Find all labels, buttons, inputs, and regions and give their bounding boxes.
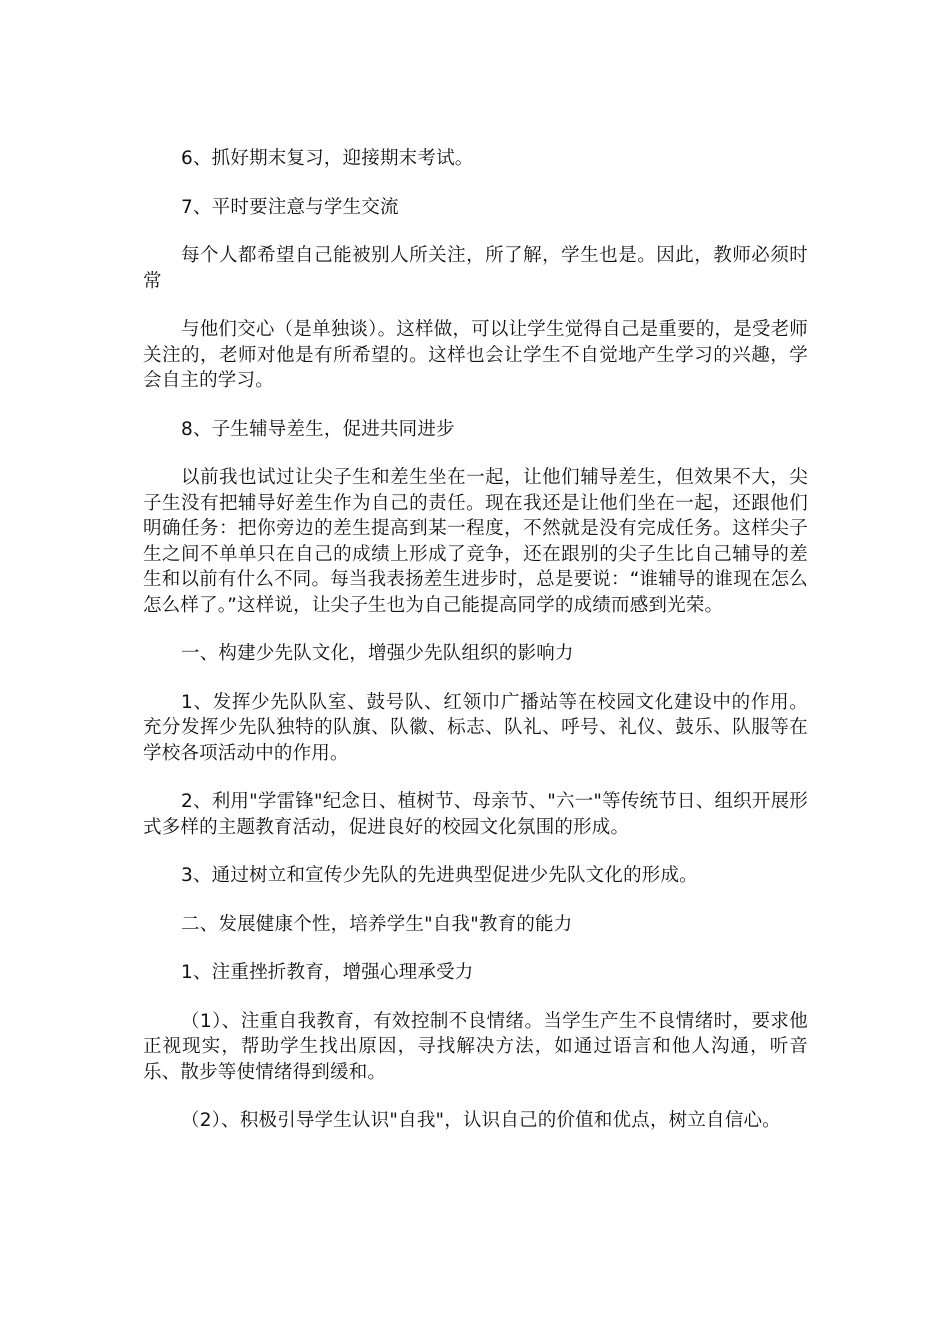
paragraph-item-6: 6、抓好期末复习，迎接期末考试。 [181,148,474,169]
paragraph-self-education: （1）、注重自我教育，有效控制不良情绪。当学生产生不良情绪时，要求他正视现实，帮助学生找出原因，寻找解决方法，如通过语言和他人沟通，听音乐、散步等使情绪得到缓和。 [143,1010,808,1083]
paragraph-pioneer-2: 2、利用"学雷锋"纪念日、植树节、母亲节、"六一"等传统节日、组织开展形式多样的主题教育活动，促进良好的校园文化氛围的形成。 [143,791,808,838]
paragraph-item-7: 7、平时要注意与学生交流 [181,196,399,218]
paragraph-heart-talk: 与他们交心（是单独谈）。这样做，可以让学生觉得自己是重要的，是受老师关注的，老师对他是有所希望的。这样也会让学生不自觉地产生学习的兴趣，学会自主的学习。 [143,319,808,391]
section-heading-2: 二、发展健康个性，培养学生"自我"教育的能力 [181,913,573,935]
paragraph-pioneer-3: 3、通过树立和宣传少先队的先进典型促进少先队文化的形成。 [181,865,698,886]
paragraph-item-8: 8、子生辅导差生，促进共同进步 [181,418,455,440]
paragraph-tutoring: 以前我也试过让尖子生和差生坐在一起，让他们辅导差生，但效果不大，尖子生没有把辅导好差生作为自己的责任。现在我还是让他们坐在一起，还跟他们明确任务：把你旁边的差生提高到某一程度，不然就是没有完成任务。这样尖子生之间不单单只在自己的成绩上形成了竞争，还在跟别的尖子生比自己辅导的差生和以前有什么不同。每当我表扬差生进步时，总是要说：“谁辅导的谁现在怎么怎么样了。”这样说，让尖子生也为自己能提高同学的成绩而感到光荣。 [143,467,808,616]
paragraph-pioneer-1: 1、发挥少先队队室、鼓号队、红领巾广播站等在校园文化建设中的作用。充分发挥少先队独特的队旗、队徽、标志、队礼、呼号、礼仪、鼓乐、队服等在学校各项活动中的作用。 [143,691,808,764]
paragraph-frustration-education: 1、注重挫折教育，增强心理承受力 [181,962,474,983]
document-page [143,146,808,1157]
paragraph-self-awareness: （2）、积极引导学生认识"自我"，认识自己的价值和优点，树立自信心。 [181,1110,781,1131]
paragraph-attention: 每个人都希望自己能被别人所关注，所了解，学生也是。因此，教师必须时常 [143,245,808,292]
section-heading-1: 一、构建少先队文化，增强少先队组织的影响力 [181,643,574,664]
